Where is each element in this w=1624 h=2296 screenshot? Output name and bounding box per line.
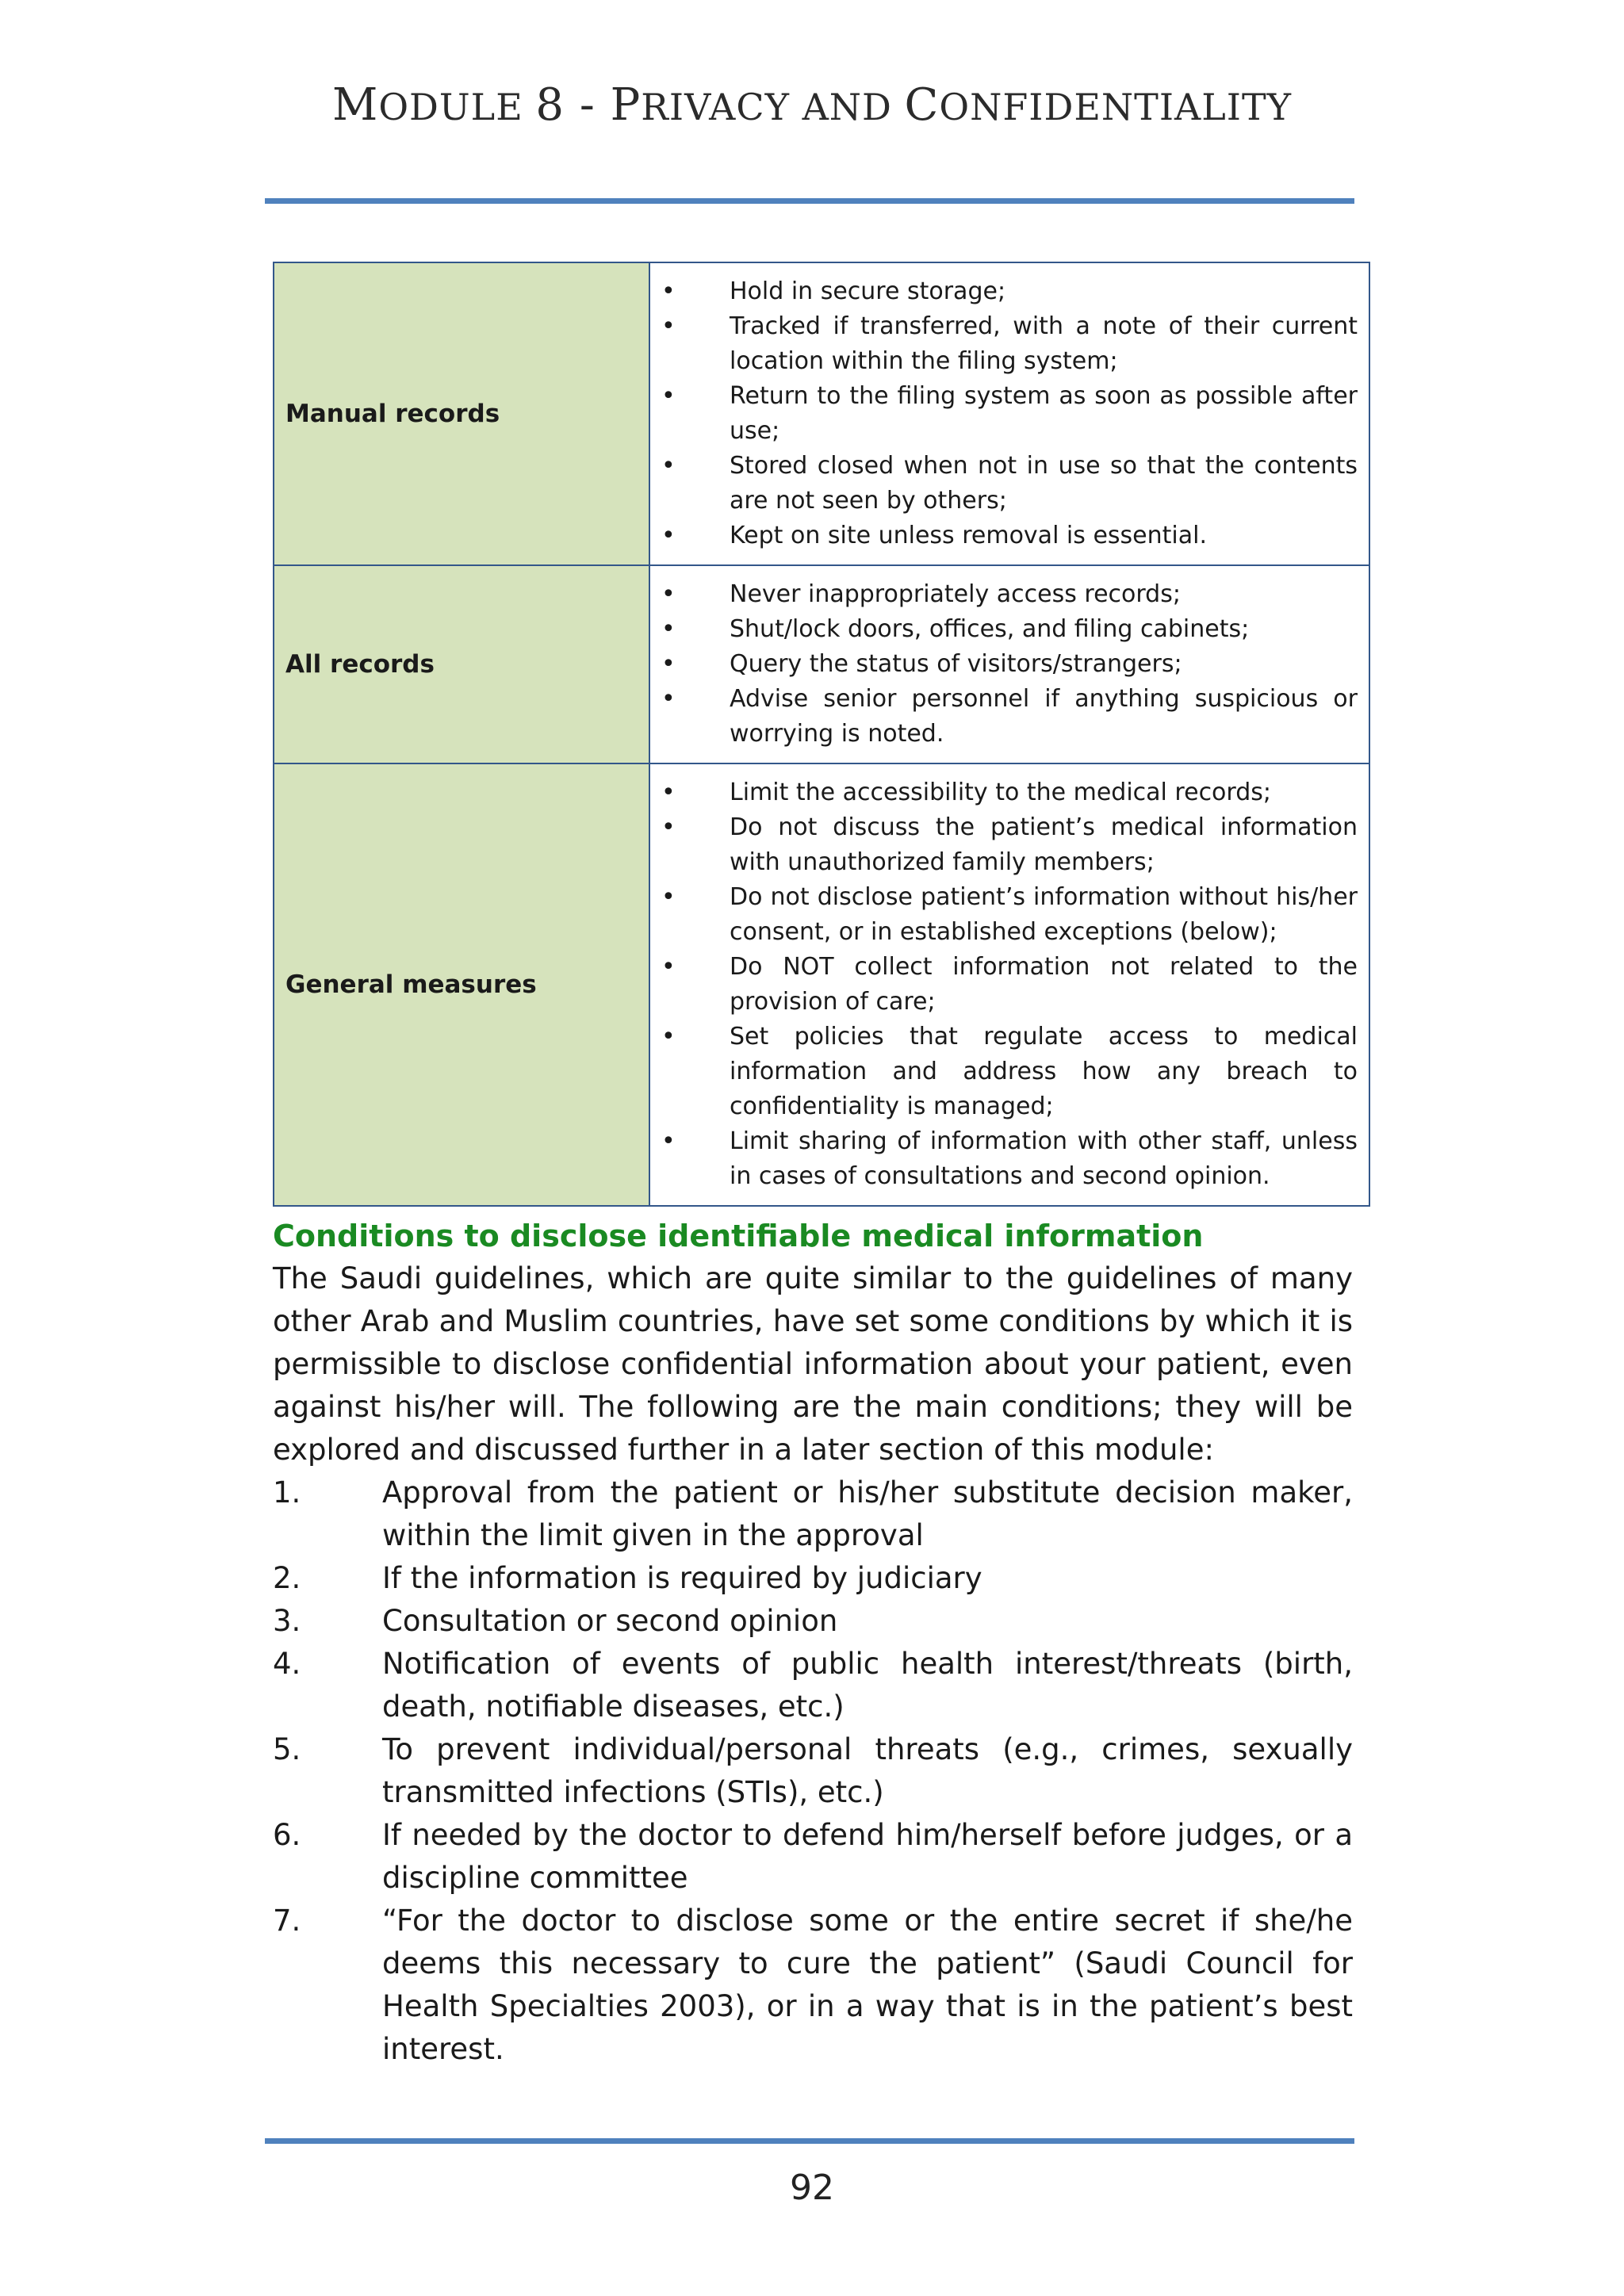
conditions-list — [273, 1471, 1353, 2071]
item-number: 1. — [273, 1475, 301, 1510]
item-number: 3. — [273, 1604, 301, 1638]
bullet-list — [650, 577, 1358, 752]
bullet-list — [650, 274, 1358, 553]
list-item: • Limit sharing of information with other staff, unless in cases of consultations and second opinion. — [650, 1124, 1358, 1194]
item-text: Approval from the patient or his/her substitute decision maker, within the limit given in the approval — [382, 1475, 1353, 1552]
item-text: Consultation or second opinion — [382, 1604, 838, 1638]
list-item: • Advise senior personnel if anything suspicious or worrying is noted. — [650, 682, 1358, 752]
list-item: • Stored closed when not in use so that the contents are not seen by others; — [650, 449, 1358, 519]
item-number: 7. — [273, 1904, 301, 1938]
item-text: “For the doctor to disclose some or the entire secret if she/he deems this necessary to cure the patient” (Saudi Council for Health Specialties 2003), or in a way that is in the patient’s best interest. — [382, 1904, 1353, 2066]
row-items — [649, 763, 1369, 1206]
item-number: 4. — [273, 1647, 301, 1681]
row-label: General measures — [274, 763, 649, 1206]
list-item — [273, 1600, 1353, 1643]
table-row-general-measures — [274, 763, 1369, 1206]
security-measures-table — [273, 262, 1370, 1207]
item-number: 5. — [273, 1732, 301, 1766]
row-items — [649, 565, 1369, 763]
table-row-all-records — [274, 565, 1369, 763]
list-item: • Set policies that regulate access to medical information and address how any breach to confidentiality is managed; — [650, 1020, 1358, 1124]
list-item: • Never inappropriately access records; — [650, 577, 1358, 612]
disclosure-conditions-section — [273, 1215, 1353, 2071]
row-items — [649, 262, 1369, 565]
list-item — [273, 1728, 1353, 1814]
list-item: • Tracked if transferred, with a note of their current location within the filing system; — [650, 309, 1358, 379]
list-item: • Shut/lock doors, offices, and filing cabinets; — [650, 612, 1358, 647]
section-heading: Conditions to disclose identifiable medical information — [273, 1219, 1204, 1253]
list-item — [273, 1900, 1353, 2071]
list-item — [273, 1814, 1353, 1900]
list-item: • Do NOT collect information not related to the provision of care; — [650, 950, 1358, 1020]
list-item: • Do not discuss the patient’s medical information with unauthorized family members; — [650, 810, 1358, 880]
list-item — [273, 1557, 1353, 1600]
item-number: 6. — [273, 1818, 301, 1852]
row-label: All records — [274, 565, 649, 763]
list-item: • Hold in secure storage; — [650, 274, 1358, 309]
page-header-title: MODULE 8 - PRIVACY AND CONFIDENTIALITY — [331, 79, 1293, 131]
item-text: To prevent individual/personal threats (e.g., crimes, sexually transmitted infections (STIs), etc.) — [382, 1732, 1353, 1809]
item-text: Notification of events of public health interest/threats (birth, death, notifiable diseases, etc.) — [382, 1647, 1353, 1724]
item-text: If needed by the doctor to defend him/herself before judges, or a discipline committee — [382, 1818, 1353, 1895]
list-item: • Return to the filing system as soon as possible after use; — [650, 379, 1358, 449]
list-item — [273, 1643, 1353, 1728]
row-label: Manual records — [274, 262, 649, 565]
item-number: 2. — [273, 1561, 301, 1595]
list-item: • Do not disclose patient’s information without his/her consent, or in established exceptions (below); — [650, 880, 1358, 950]
footer-divider — [265, 2138, 1354, 2144]
list-item: • Kept on site unless removal is essential. — [650, 519, 1358, 553]
list-item — [273, 1471, 1353, 1557]
list-item: • Query the status of visitors/strangers; — [650, 647, 1358, 682]
page-number: 92 — [790, 2168, 834, 2208]
table-row-manual-records — [274, 262, 1369, 565]
bullet-list — [650, 775, 1358, 1194]
list-item: • Limit the accessibility to the medical records; — [650, 775, 1358, 810]
header-divider — [265, 198, 1354, 204]
section-intro: The Saudi guidelines, which are quite similar to the guidelines of many other Arab and Muslim countries, have set some conditions by which it is permissible to disclose confidential information about your patient, even against his/her will. The following are the main conditions; they will be explored and discussed further in a later section of this module: — [273, 1261, 1353, 1467]
item-text: If the information is required by judiciary — [382, 1561, 982, 1595]
